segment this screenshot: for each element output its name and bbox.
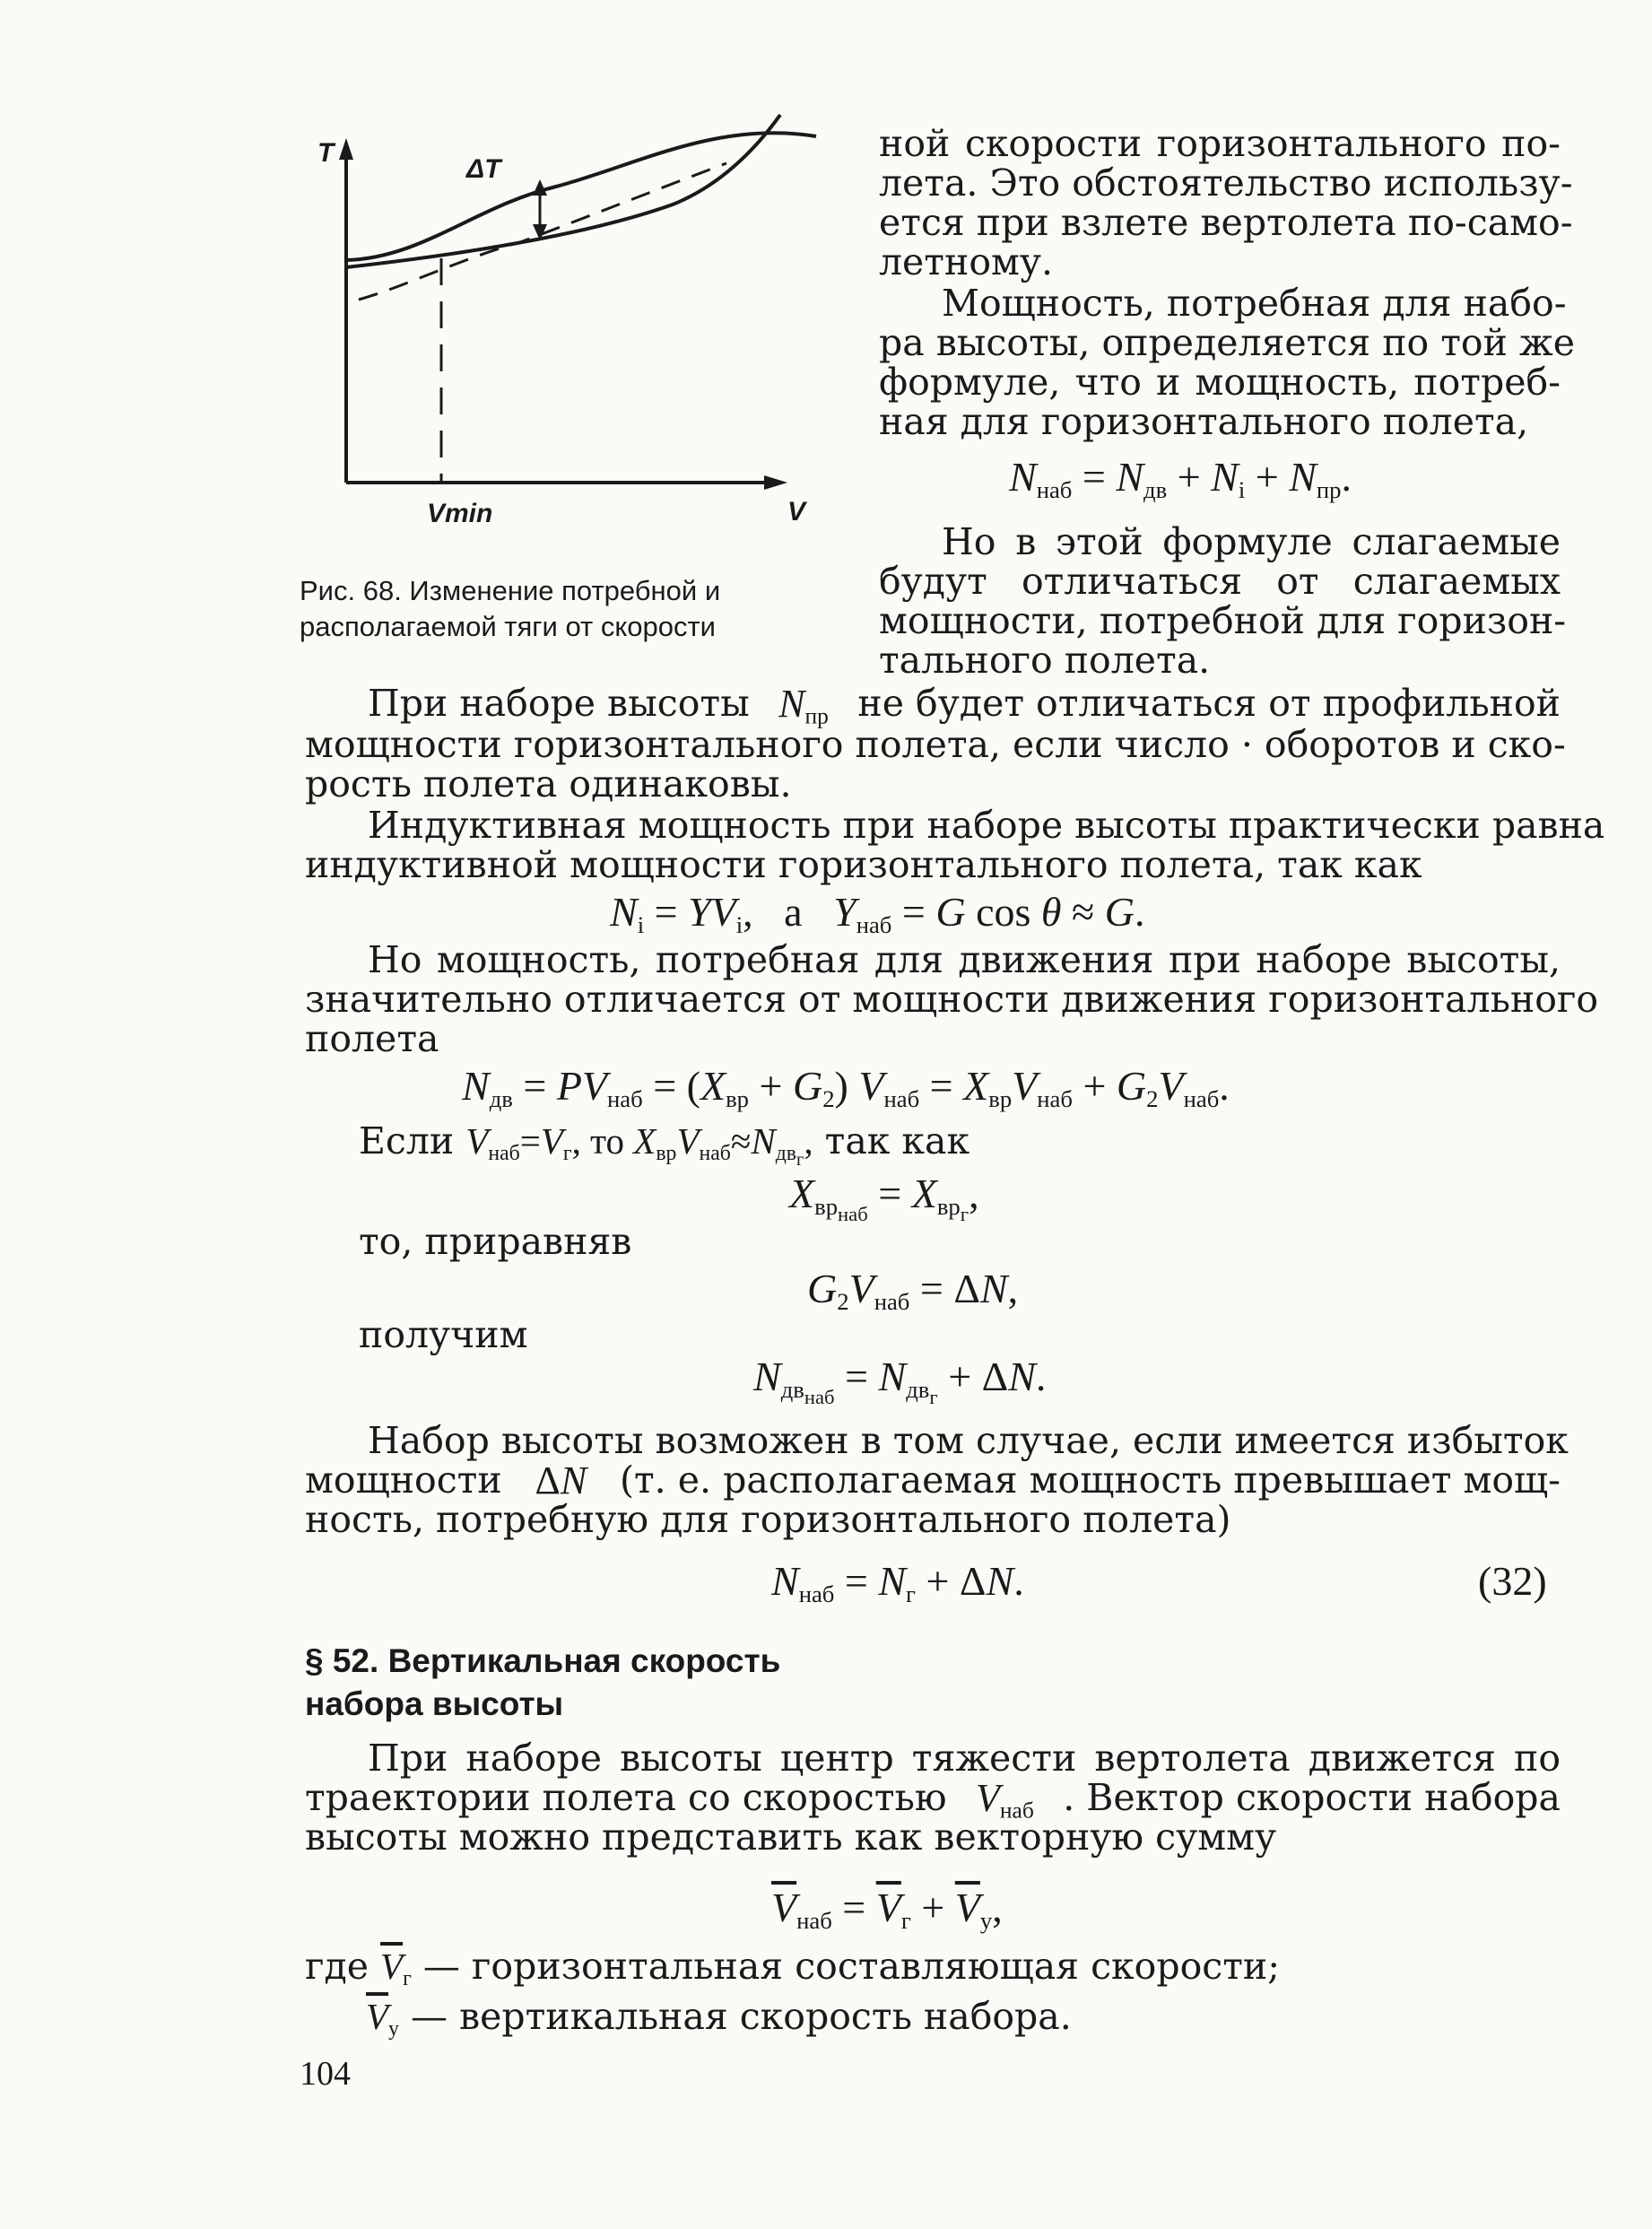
text-line: Но в этой формуле слагаемые (942, 520, 1561, 563)
available-thrust-curve (346, 133, 816, 260)
text-line: лета. Это обстоятельство использу- (879, 161, 1573, 205)
text-line: формуле, что и мощность, потреб- (879, 361, 1561, 404)
text-line: мощности, потребной для горизон- (879, 599, 1567, 642)
text-fragment: — горизонтальная составляющая скорости; (422, 1945, 1281, 1988)
x-axis-arrow (764, 475, 787, 490)
text-line: ется при взлете вертолета по-само- (879, 201, 1573, 244)
text-line: При наборе высоты центр тяжести вертолета движется по (368, 1737, 1561, 1780)
text-line: Но мощность, потребная для движения при наборе высоты, (368, 938, 1561, 981)
text-line: ра высоты, определяется по той же (879, 321, 1575, 364)
label-delta-t: ΔT (466, 154, 501, 184)
equation-number: (32) (1478, 1558, 1547, 1604)
text-line: полета (305, 1017, 439, 1060)
text-line: высоты можно представить как векторную сумму (305, 1815, 1277, 1859)
text-fragment: — вертикальная скорость набора. (410, 1995, 1072, 2038)
text-line: получим (359, 1313, 528, 1356)
text-fragment: так как (824, 1119, 970, 1162)
text-line (359, 1119, 970, 1171)
text-line: будут отличаться от слагаемых (879, 560, 1561, 603)
formula-n-dv-nab: $N_{дв_{наб}} = N_{дв_г} + \Delta N$. (753, 1354, 1047, 1408)
text-line: рость полета одинаковы. (305, 762, 792, 805)
section-heading-line2: набора высоты (305, 1685, 564, 1722)
text-line (368, 682, 1561, 729)
formula-n-nab: $N_{наб} = N_{дв} + N_i + N_{пр}$. (1009, 454, 1352, 503)
formula-g2v: $G_2V_{наб} = \Delta N$, (807, 1266, 1019, 1315)
symbol-n-pr: $N_{пр}$ (778, 682, 829, 729)
y-axis-arrow (339, 138, 353, 160)
text-line: то, приравняв (359, 1220, 632, 1263)
figure-68-thrust-chart (296, 108, 843, 538)
symbol-vy: $\overline{V}_у$ (366, 1996, 399, 2042)
delta-t-arrowhead-up (533, 179, 547, 196)
text-line: индуктивной мощности горизонтального полета, так как (305, 843, 1422, 886)
formula-n-dv: $N_{дв} = PV_{наб} = (X_{вр} + G_2) V_{наб} = X_{вр}V_{наб} + G_2V_{наб}$. (462, 1063, 1230, 1112)
label-v: V (787, 497, 806, 527)
formula-x-vr: $X_{вр_{наб}} = X_{вр_г}$, (789, 1171, 979, 1225)
figure-caption-line1: Рис. 68. Изменение потребной и (300, 575, 721, 606)
text-line (305, 1776, 1561, 1824)
formula-32: $N_{наб} = N_г + \Delta N$. (771, 1558, 1024, 1607)
section-heading-line1: § 52. Вертикальная скорость (305, 1642, 781, 1679)
text-line: Мощность, потребная для набо- (942, 282, 1567, 325)
text-line: ной скорости горизонтального по- (879, 122, 1561, 165)
text-fragment: мощности (305, 1458, 502, 1502)
formula-ni: $N_i = YV_i$, a $Y_{наб} = G$ cos θ ≈ G. (610, 889, 1145, 938)
formula-vector-sum: $\overline{V}_{наб} = \overline{V}_г + \overline{V}_y$, (771, 1885, 1003, 1934)
label-vmin: Vmin (427, 499, 493, 528)
text-fragment: где (305, 1945, 369, 1988)
text-line: тального полета. (879, 639, 1211, 682)
formula-inline: $V_{наб}=V_г$, то $X_{вр}V_{наб}\approx N_{дв_г}$, (465, 1120, 813, 1171)
text-line: летному. (879, 240, 1054, 283)
text-line: ность, потребную для горизонтального полета) (305, 1498, 1231, 1541)
figure-caption-line2: располагаемой тяги от скорости (300, 611, 716, 642)
text-line (305, 1945, 1281, 1991)
text-line: значительно отличается от мощности движения горизонтального (305, 978, 1599, 1021)
text-fragment: (т. е. располагаемая мощность превышает мощ- (620, 1458, 1561, 1502)
text-fragment: При наборе высоты (368, 682, 750, 725)
symbol-delta-n: ΔN (535, 1458, 587, 1502)
text-fragment: не будет отличаться от профильной (857, 682, 1561, 725)
text-fragment: траектории полета со скоростью (305, 1776, 947, 1819)
text-line (305, 1460, 1561, 1501)
text-line: мощности горизонтального полета, если число · оборотов и ско- (305, 723, 1566, 766)
text-fragment: Если (359, 1119, 455, 1162)
text-fragment: . Вектор скорости набора (1063, 1776, 1561, 1819)
symbol-vg: $\overline{V}_г$ (380, 1946, 412, 1991)
symbol-v-nab: $V_{наб}$ (975, 1776, 1034, 1824)
text-line (366, 1995, 1072, 2042)
text-line: Набор высоты возможен в том случае, если имеется избыток (368, 1419, 1569, 1462)
text-line: ная для горизонтального полета, (879, 400, 1529, 443)
page-number: 104 (300, 2055, 351, 2093)
label-T: T (317, 138, 335, 168)
text-line: Индуктивная мощность при наборе высоты практически равна (368, 804, 1605, 847)
